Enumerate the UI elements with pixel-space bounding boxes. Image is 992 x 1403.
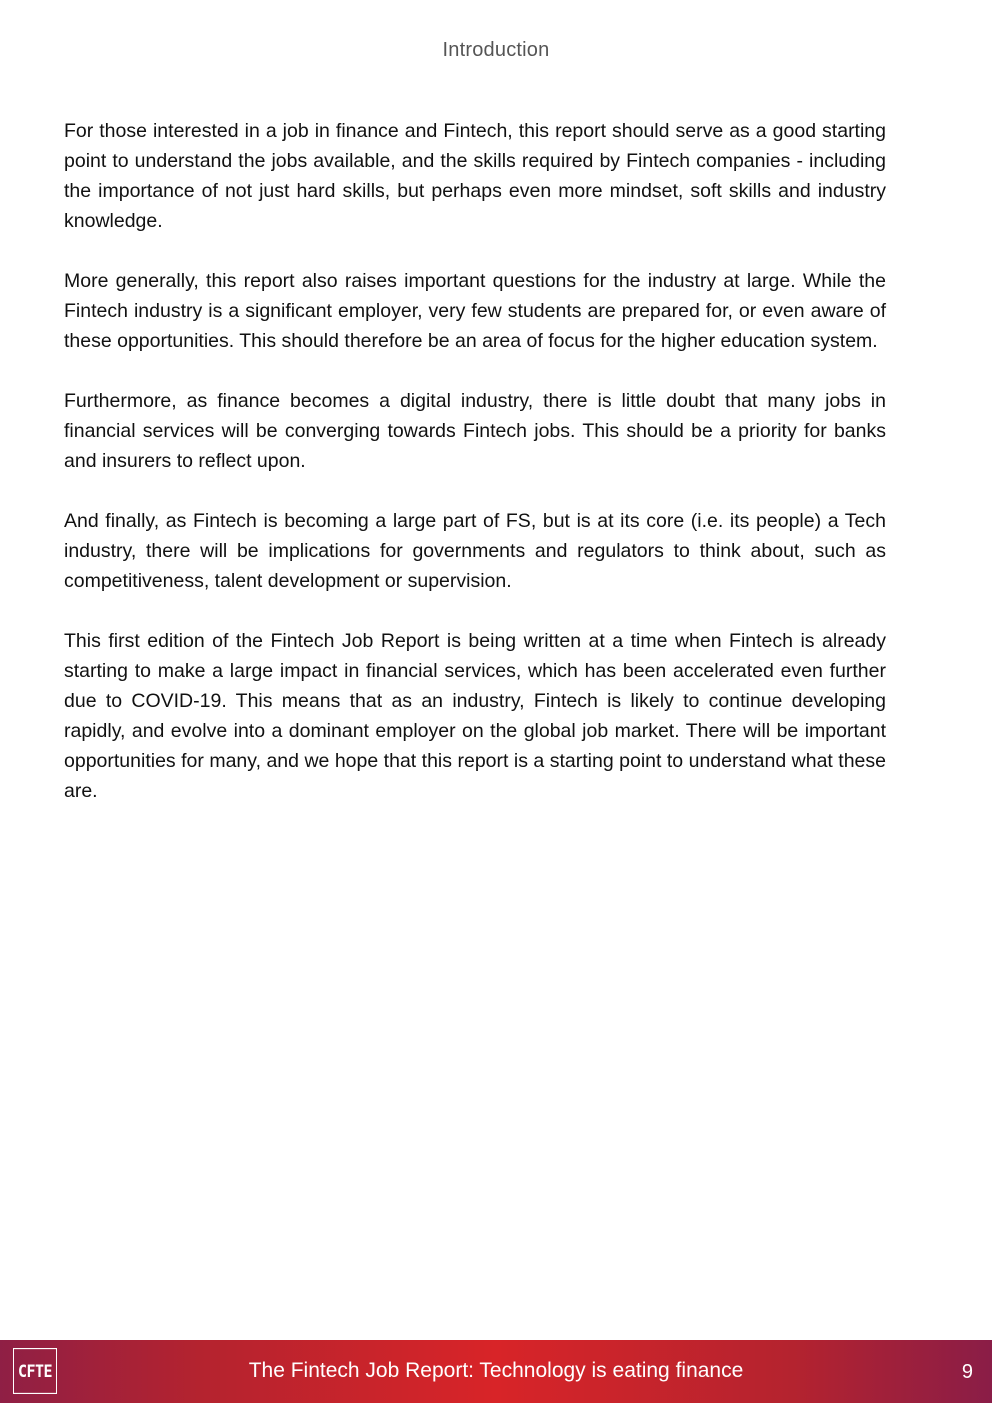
paragraph-4: And finally, as Fintech is becoming a large part of FS, but is at its core (i.e. its people) a Tech industry, there will be implications for governments and regulators to think about, such as competitiveness, talent development or supervision. (64, 510, 886, 592)
main-content (64, 116, 886, 836)
page-footer (0, 1340, 992, 1403)
cfte-logo: CFTE (13, 1348, 57, 1394)
page-header (0, 0, 992, 100)
paragraph-5: This first edition of the Fintech Job Report is being written at a time when Fintech is already starting to make a large impact in financial services, which has been accelerated even further due to COVID-19. This means that as an industry, Fintech is likely to continue developing rapidly, and evolve into a dominant employer on the global job market. There will be important opportunities for many, and we hope that this report is a starting point to understand what these are. (64, 630, 886, 802)
section-title: Introduction (442, 39, 550, 61)
paragraph-1: For those interested in a job in finance and Fintech, this report should serve as a good starting point to understand the jobs available, and the skills required by Fintech companies - including the importance of not just hard skills, but perhaps even more mindset, soft skills and industry knowledge. (64, 120, 886, 232)
page-number: 9 (961, 1361, 973, 1383)
footer-title: The Fintech Job Report: Technology is eating finance (248, 1359, 744, 1382)
paragraph-3: Furthermore, as finance becomes a digital industry, there is little doubt that many jobs in financial services will be converging towards Fintech jobs. This should be a priority for banks and insurers to reflect upon. (64, 390, 886, 472)
paragraph-2: More generally, this report also raises important questions for the industry at large. While the Fintech industry is a significant employer, very few students are prepared for, or even aware of these opportunities. This should therefore be an area of focus for the higher education system. (64, 270, 886, 352)
